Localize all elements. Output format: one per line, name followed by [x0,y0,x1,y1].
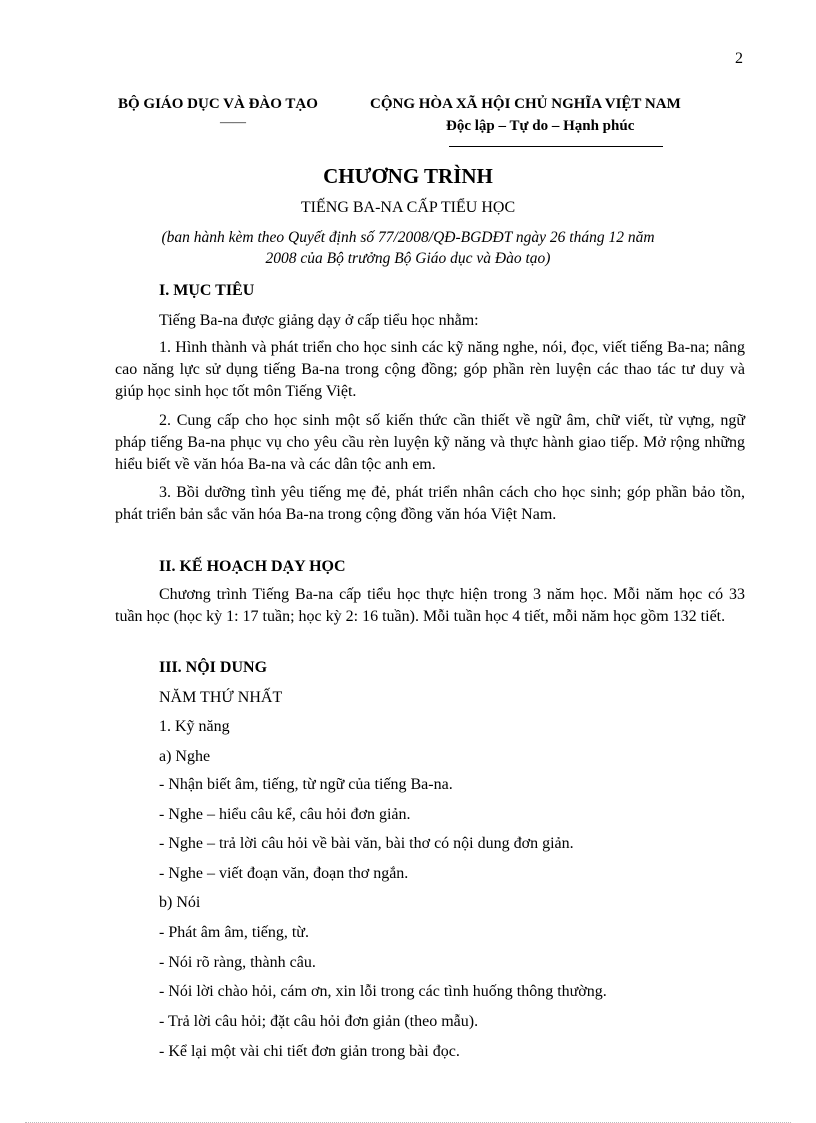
document-subtitle: TIẾNG BA-NA CẤP TIỂU HỌC [300,199,516,216]
decree-line-2: 2008 của Bộ trưởng Bộ Giáo dục và Đào tạo) [265,250,551,267]
republic-name: CỘNG HÒA XÃ HỘI CHỦ NGHĨA VIỆT NAM [370,96,681,112]
objective-paragraph-1: 1. Hình thành và phát triển cho học sinh các kỹ năng nghe, nói, đọc, viết tiếng Ba-na; nâng cao năng lực sử dụng tiếng Ba-na trong cộng đồng; góp phần rèn luyện các thao tác tư duy và giúp học sinh học tốt môn Tiếng Việt. [115,339,745,400]
motto-underline [449,146,663,147]
objective-paragraph-3: 3. Bồi dưỡng tình yêu tiếng mẹ đẻ, phát triển nhân cách cho học sinh; góp phần bảo tồn, phát triển bản sắc văn hóa Ba-na trong cộng đồng văn hóa Việt Nam. [115,484,745,523]
teaching-plan-paragraph: Chương trình Tiếng Ba-na cấp tiểu học thực hiện trong 3 năm học. Mỗi năm học có 33 tuần học (học kỳ 1: 17 tuần; học kỳ 2: 16 tuần). Mỗi tuần học 4 tiết, mỗi năm học gồm 132 tiết. [115,586,745,625]
decree-line-1: (ban hành kèm theo Quyết định số 77/2008/QĐ-BGDĐT ngày 26 tháng 12 năm [161,229,655,246]
listening-item: - Nghe – viết đoạn văn, đoạn thơ ngắn. [159,865,409,882]
speaking-item: - Nói rõ ràng, thành câu. [159,954,316,971]
document-title: CHƯƠNG TRÌNH [323,164,493,188]
objective-paragraph-2: 2. Cung cấp cho học sinh một số kiến thức cần thiết về ngữ âm, chữ viết, từ vựng, ngữ pháp tiếng Ba-na phục vụ cho yêu cầu rèn luyện kỹ năng và thực hành giao tiếp. Mở rộng những hiểu biết về văn hóa Ba-na và các dân tộc anh em. [115,412,745,473]
listening-item: - Nghe – hiểu câu kể, câu hỏi đơn giản. [159,806,411,823]
skills-heading: 1. Kỹ năng [159,718,230,735]
listening-item: - Nghe – trả lời câu hỏi về bài văn, bài thơ có nội dung đơn giản. [159,835,574,852]
ministry-name: BỘ GIÁO DỤC VÀ ĐÀO TẠO [118,96,318,112]
speaking-heading: b) Nói [159,894,201,911]
section-2-heading: II. KẾ HOẠCH DẠY HỌC [159,558,346,575]
national-motto: Độc lập – Tự do – Hạnh phúc [446,118,635,134]
speaking-item: - Phát âm âm, tiếng, từ. [159,924,309,941]
section-3-heading: III. NỘI DUNG [159,659,268,676]
speaking-item: - Trả lời câu hỏi; đặt câu hỏi đơn giản (theo mẫu). [159,1013,479,1030]
year-one-heading: NĂM THỨ NHẤT [159,689,283,706]
section-1-intro: Tiếng Ba-na được giảng dạy ở cấp tiểu học nhằm: [159,312,479,329]
speaking-item: - Nói lời chào hỏi, cám ơn, xin lỗi trong các tình huống thông thường. [159,983,607,1000]
speaking-item: - Kể lại một vài chi tiết đơn giản trong bài đọc. [159,1043,460,1060]
section-1-heading: I. MỤC TIÊU [159,282,255,299]
ministry-dash: —— [220,114,246,129]
listening-heading: a) Nghe [159,748,211,765]
page-number: 2 [735,50,743,67]
listening-item: - Nhận biết âm, tiếng, từ ngữ của tiếng Ba-na. [159,776,453,793]
